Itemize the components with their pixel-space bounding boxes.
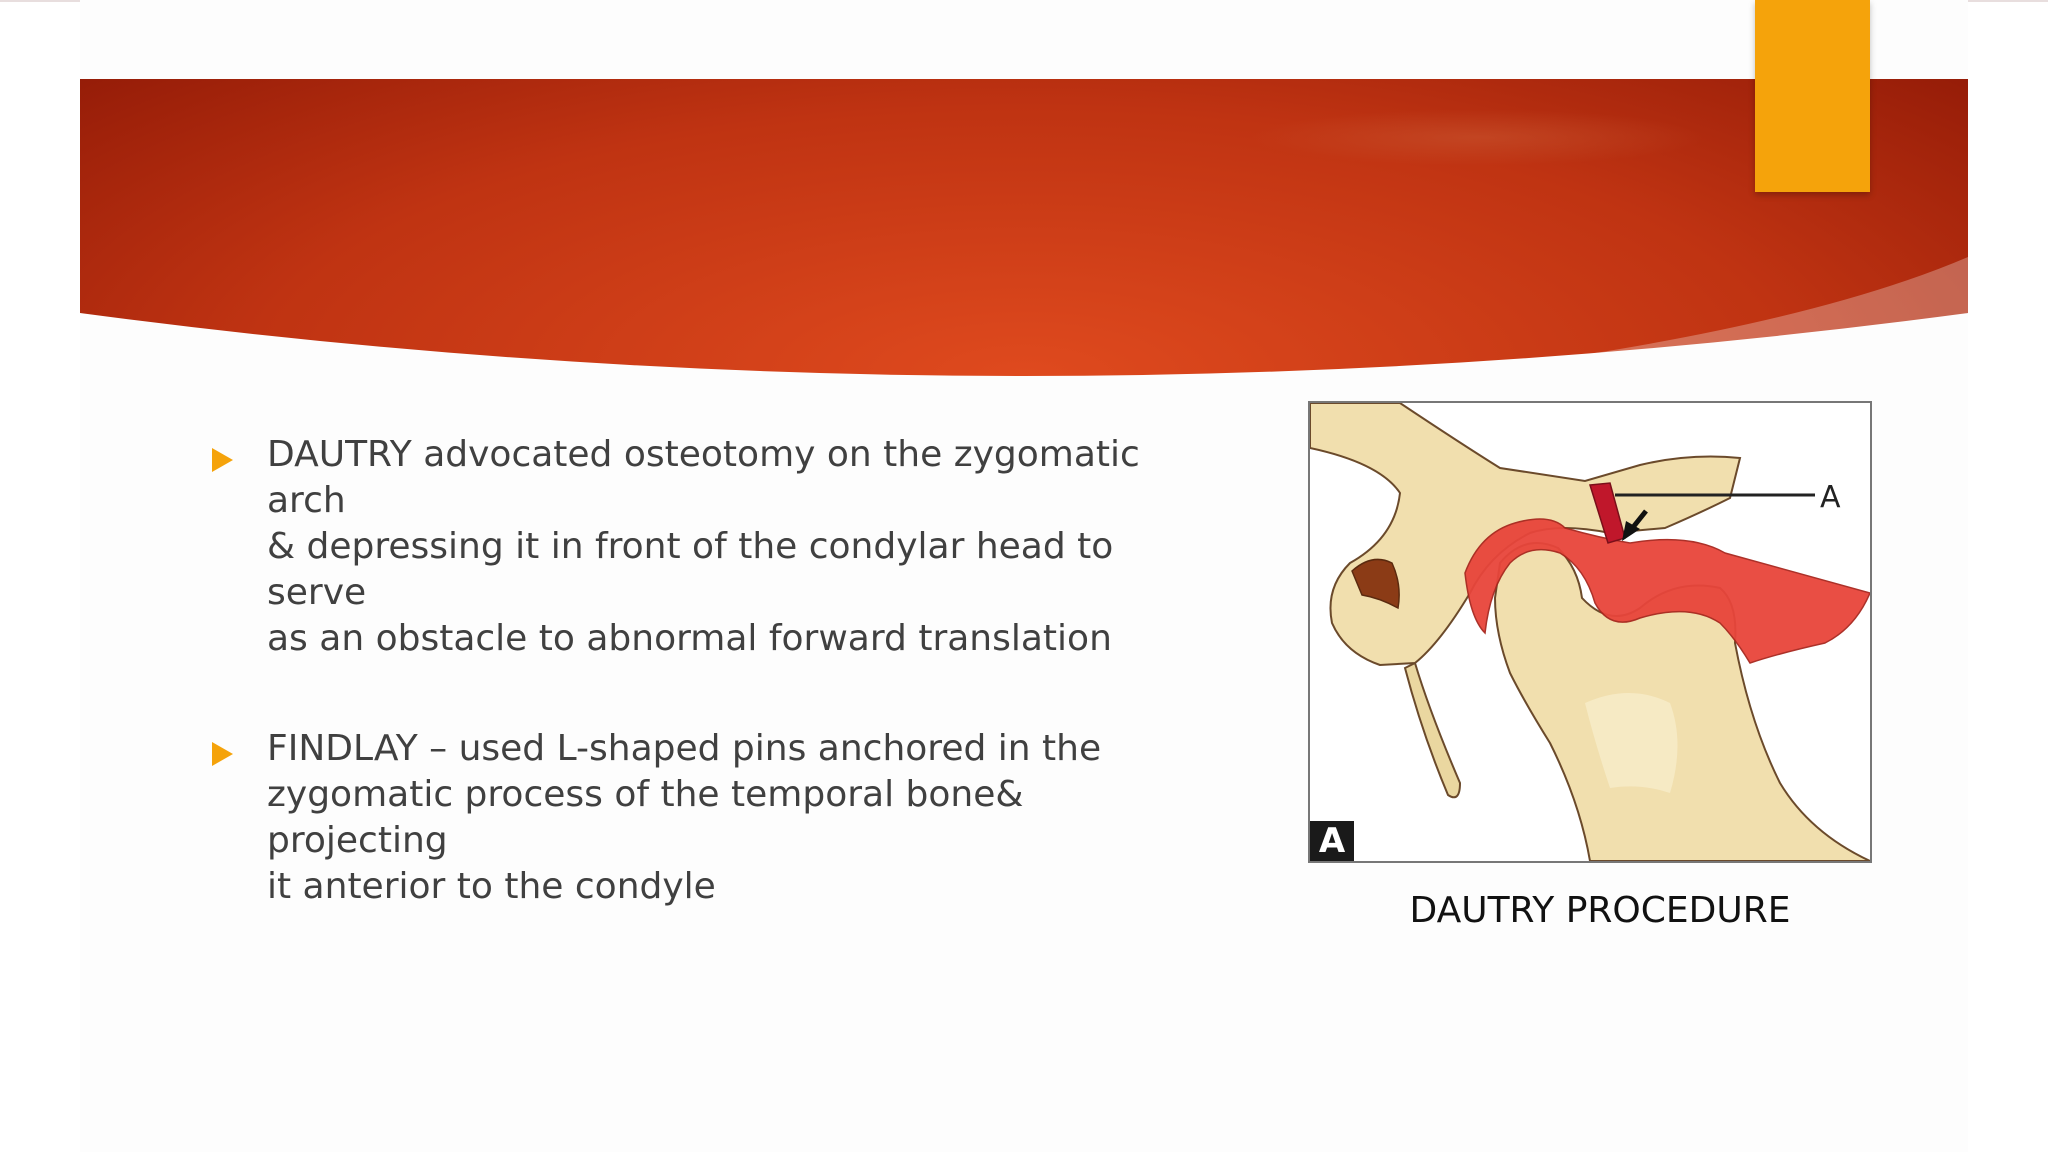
bullet-arrow-icon [212,742,233,766]
bullet-text-findlay [267,726,1197,910]
accent-tab [1755,0,1870,192]
bullet-line: zygomatic process of the temporal bone& projecting [267,774,1024,861]
figure-label-a: A [1820,480,1841,515]
tmj-illustration [1308,401,1872,863]
tmj-drawing [1310,403,1870,861]
bullet-line: DAUTRY advocated osteotomy on the zygomatic arch [267,434,1140,521]
bullet-line: it anterior to the condyle [267,866,716,907]
figure-caption: DAUTRY PROCEDURE [1409,890,1791,931]
bullet-arrow-icon [212,448,233,472]
bullet-line: FINDLAY – used L-shaped pins anchored in the [267,728,1102,769]
bullet-line: as an obstacle to abnormal forward translation [267,618,1112,659]
header-banner [80,79,1968,384]
bullet-line: & depressing it in front of the condylar head to serve [267,526,1114,613]
panel-letter: A [1310,821,1354,861]
bullet-text-dautry [267,432,1197,662]
